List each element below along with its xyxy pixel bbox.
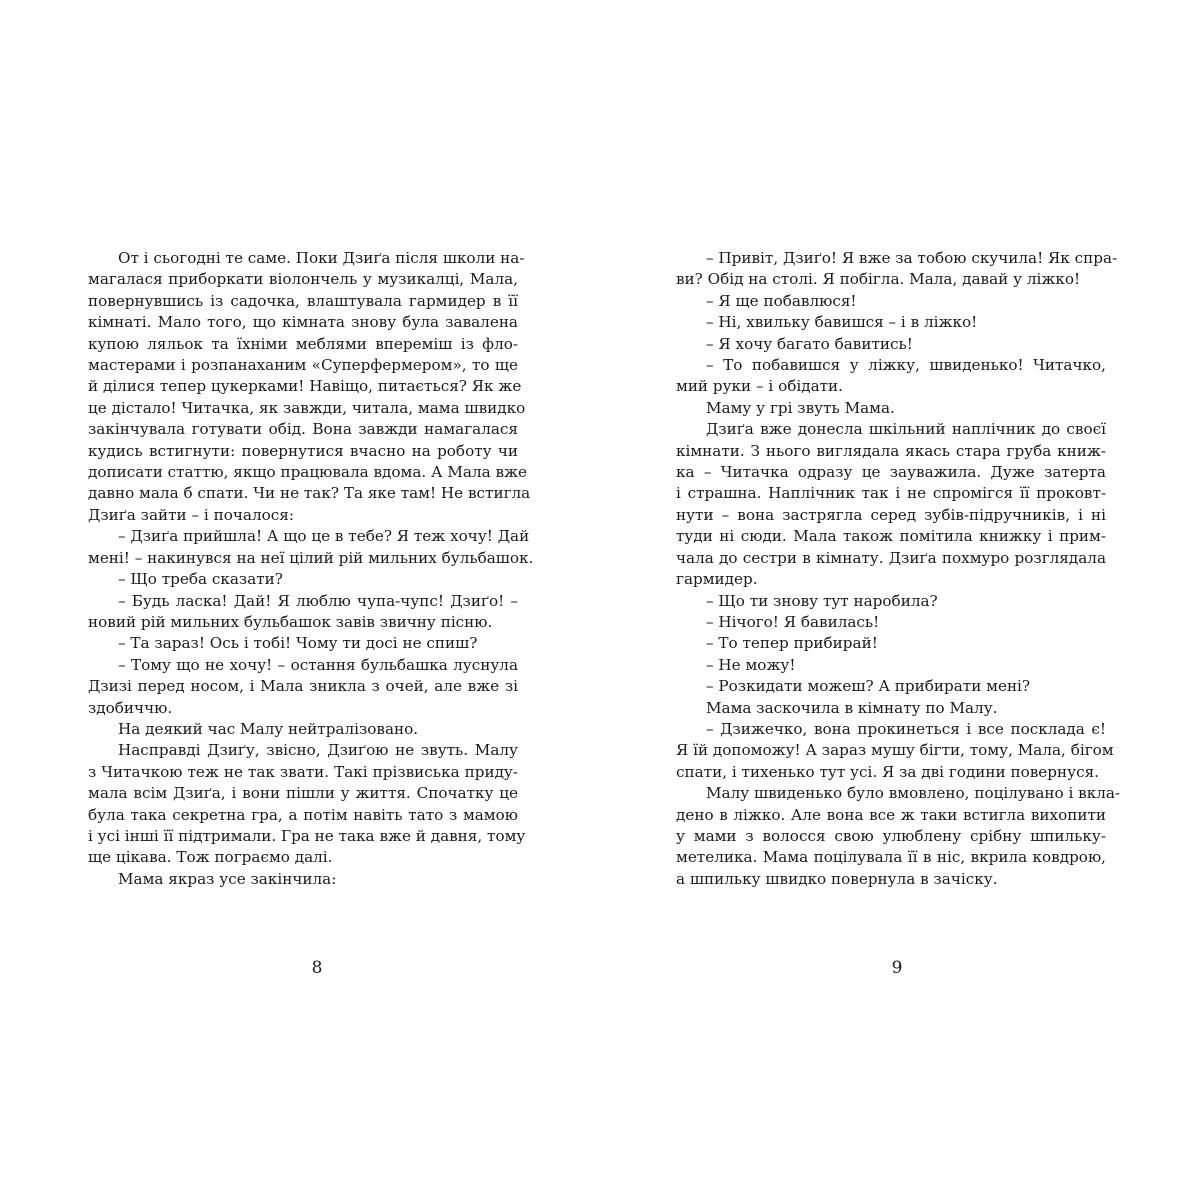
text-line: купою ляльок та їхніми меблями впереміш із фло- xyxy=(88,334,518,353)
text-line: чала до сестри в кімнату. Дзиґа похмуро розглядала xyxy=(676,548,1106,567)
text-line: мені! – накинувся на неї цілий рій мильних бульбашок. xyxy=(88,548,534,567)
text-line: це дістало! Читачка, як завжди, читала, мама швидко xyxy=(88,398,526,417)
text-line: метелика. Мама поцілувала її в ніс, вкрила ковдрою, xyxy=(676,848,1106,867)
text-line: – Та зараз! Ось і тобі! Чому ти досі не спиш? xyxy=(118,634,478,653)
text-line: здобиччю. xyxy=(88,698,173,717)
text-line: мастерами і розпанаханим «Суперфермером», то ще xyxy=(88,356,518,375)
text-line: Дзиґа зайти – і почалося: xyxy=(88,505,294,524)
text-line: з Читачкою теж не так звати. Такі прізвиська приду- xyxy=(88,762,518,781)
text-line: Мама заскочила в кімнату по Малу. xyxy=(706,698,998,717)
text-line: – То побавишся у ліжку, швиденько! Читачко, xyxy=(706,356,1106,375)
right-page xyxy=(676,248,1121,890)
text-line: – Тому що не хочу! – остання бульбашка луснула xyxy=(118,655,518,674)
text-line: і страшна. Наплічник так і не спромігся її проковт- xyxy=(676,484,1106,503)
text-line: мий руки – і обідати. xyxy=(676,377,843,396)
text-line: – Що ти знову тут наробила? xyxy=(706,591,938,610)
text-line: – Дзиґа прийшла! А що це в тебе? Я теж хочу! Дай xyxy=(118,527,530,546)
text-line: нути – вона застрягла серед зубів-підручників, і ні xyxy=(676,505,1106,524)
text-line: – Розкидати можеш? А прибирати мені? xyxy=(706,677,1031,696)
text-line: мала всім Дзиґа, і вони пішли у життя. Спочатку це xyxy=(88,784,518,803)
right-page-text xyxy=(676,248,1121,890)
text-line: – Привіт, Дзиґо! Я вже за тобою скучила! Як спра- xyxy=(706,249,1118,267)
text-line: Дзиґа вже донесла шкільний наплічник до своєї xyxy=(706,420,1106,439)
text-line: Малу швиденько було вмовлено, поцілувано і вкла- xyxy=(706,784,1121,803)
text-line: – Не можу! xyxy=(706,655,796,674)
text-line: От і сьогодні те саме. Поки Дзиґа після школи на- xyxy=(118,249,525,267)
text-line: Мама якраз усе закінчила: xyxy=(118,869,337,888)
text-line: і усі інші її підтримали. Гра не така вже й давня, тому xyxy=(88,826,526,845)
text-line: новий рій мильних бульбашок завів звичну пісню. xyxy=(88,612,493,631)
page-number-left: 8 xyxy=(311,958,323,978)
text-line: й ділися тепер цукерками! Навіщо, питається? Як же xyxy=(88,377,522,396)
text-line: у мами з волосся свою улюблену срібну шпильку- xyxy=(676,826,1106,845)
text-line: – Ні, хвильку бавишся – і в ліжко! xyxy=(706,313,978,332)
text-line: кімнати. З нього виглядала якась стара груба книж- xyxy=(676,441,1106,460)
text-line: спати, і тихенько тут усі. Я за дві години повернуся. xyxy=(676,762,1099,781)
text-line: – Нічого! Я бавилась! xyxy=(706,612,880,631)
text-line: – Я ще побавлюся! xyxy=(706,291,857,310)
text-line: Я їй допоможу! А зараз мушу бігти, тому, Мала, бігом xyxy=(676,741,1114,760)
text-line: давно мала б спати. Чи не так? Та яке там! Не встигла xyxy=(88,484,531,503)
text-line: дописати статтю, якщо працювала вдома. А Мала вже xyxy=(88,463,528,482)
text-line: закінчувала готувати обід. Вона завжди намагалася xyxy=(88,420,518,439)
text-line: – Я хочу багато бавитись! xyxy=(706,334,913,353)
text-line: кудись встигнути: повернутися вчасно на роботу чи xyxy=(88,441,518,460)
text-line: На деякий час Малу нейтралізовано. xyxy=(118,719,419,738)
text-line: Насправді Дзиґу, звісно, Дзиґою не звуть. Малу xyxy=(118,741,518,760)
text-line: дено в ліжко. Але вона все ж таки встигла вихопити xyxy=(676,805,1106,824)
text-line: – То тепер прибирай! xyxy=(706,634,878,653)
text-line: ви? Обід на столі. Я побігла. Мала, давай у ліжко! xyxy=(676,270,1081,289)
text-line: магалася приборкати віолончель у музикалці, Мала, xyxy=(88,270,518,289)
left-page-text xyxy=(88,248,534,890)
text-line: ка – Читачка одразу це зауважила. Дуже затерта xyxy=(676,463,1106,482)
text-line: ще цікава. Тож пограємо далі. xyxy=(88,848,333,867)
text-line: а шпильку швидко повернула в зачіску. xyxy=(676,869,998,888)
text-line: – Дзижечко, вона прокинеться і все посклада є! xyxy=(706,719,1106,738)
text-line: – Будь ласка! Дай! Я люблю чупа-чупс! Дзиґо! – xyxy=(118,591,518,610)
text-line: Маму у грі звуть Мама. xyxy=(706,398,895,417)
text-line: – Що треба сказати? xyxy=(118,570,283,589)
text-line: була така секретна гра, а потім навіть тато з мамою xyxy=(88,805,518,824)
text-line: повернувшись із садочка, влаштувала гармидер в її xyxy=(88,291,518,310)
text-line: Дзизі перед носом, і Мала зникла з очей, але вже зі xyxy=(88,677,518,696)
text-line: гармидер. xyxy=(676,570,758,589)
left-page xyxy=(88,248,534,890)
text-line: кімнаті. Мало того, що кімната знову була завалена xyxy=(88,313,518,332)
page-number-right: 9 xyxy=(891,958,903,978)
text-line: туди ні сюди. Мала також помітила книжку і прим- xyxy=(676,527,1106,546)
